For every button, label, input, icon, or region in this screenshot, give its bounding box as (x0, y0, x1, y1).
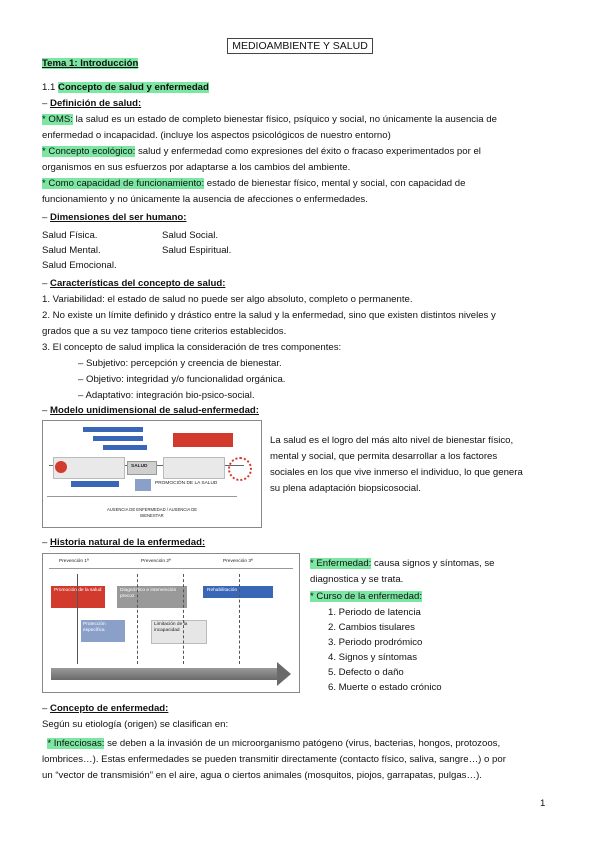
timeline-arrow (51, 668, 277, 680)
car-sub-item: – Objetivo: integridad y/o funcionalidad orgánica. (78, 374, 286, 385)
curso-item: 3. Periodo prodrómico (328, 637, 423, 648)
curso-item: 2. Cambios tisulares (328, 622, 415, 633)
modelo-diagram (42, 420, 262, 528)
curso-item: 1. Periodo de latencia (328, 607, 421, 618)
promo-label: Promoción de la salud (54, 588, 102, 593)
diag-label: Diagnóstico e intervención precoz (120, 588, 177, 599)
diagram-axis (47, 496, 237, 497)
concepto-intro: Según su etiología (origen) se clasifican en: (42, 719, 229, 730)
infecciosas-line-3: un “vector de transmisión” en el aire, agua o ciertos animales (mosquitos, piojos, garrapatas, pulgas…). (42, 770, 482, 781)
concepto-enf-heading: – Concepto de enfermedad: (42, 703, 169, 714)
diagram-salud-label: SALUD (131, 464, 148, 469)
eco-line-2: organismos en sus esfuerzos por adaptarse a los cambios del ambiente. (42, 162, 351, 173)
dim-col1-item: Salud Física. (42, 230, 98, 241)
diagram-bar (93, 436, 143, 441)
enfermedad-line-1: * Enfermedad: causa signos y síntomas, se (310, 558, 495, 569)
document-title: MEDIOAMBIENTE Y SALUD (0, 38, 600, 54)
cap-line-1: * Como capacidad de funcionamiento: estado de bienestar físico, mental y social, con capacidad de (42, 178, 466, 189)
oms-line-1: * OMS: la salud es un estado de completo bienestar físico, psíquico y social, no únicamente la ausencia de (42, 114, 497, 125)
eco-line-1: * Concepto ecológico: salud y enfermedad como expresiones del éxito o fracaso experimentados por el (42, 146, 481, 157)
modelo-text-line: mental y social, que permita desarrollar a los factores (270, 451, 498, 462)
historia-diagram (42, 553, 300, 693)
diagram-bar (71, 481, 119, 487)
topic-heading: Tema 1: Introducción (42, 58, 139, 69)
car-item-1: 1. Variabilidad: el estado de salud no puede ser algo absoluto, completo o permanente. (42, 294, 413, 305)
modelo-heading: – Modelo unidimensional de salud-enfermedad: (42, 405, 259, 416)
infecciosas-line-2: lombrices…). Estas enfermedades se pueden transmitir directamente (contacto físico, saliva, sangre…) o por (42, 754, 506, 765)
diagram-arrow (137, 574, 138, 664)
diagram-promocion-label: PROMOCIÓN DE LA SALUD (155, 481, 218, 486)
diagram-dot (228, 457, 252, 481)
caracteristicas-heading: – Características del concepto de salud: (42, 278, 226, 289)
diagram-line (49, 568, 293, 569)
diagram-box (135, 479, 151, 491)
diagram-bar (173, 433, 233, 447)
curso-heading: * Curso de la enfermedad: (310, 591, 422, 602)
modelo-text-line: su plena adaptación biopsicosocial. (270, 483, 421, 494)
prev1-label: Prevención 1ª (59, 559, 89, 564)
diagram-arrow (77, 574, 78, 664)
car-sub-item: – Subjetivo: percepción y creencia de bienestar. (78, 358, 282, 369)
prev2-label: Prevención 2ª (141, 559, 171, 564)
dimensiones-heading: – Dimensiones del ser humano: (42, 212, 187, 223)
historia-heading: – Historia natural de la enfermedad: (42, 537, 206, 548)
diagram-arrow (239, 574, 240, 664)
protec-label: Protección específica (83, 622, 106, 633)
diagram-bar (103, 445, 147, 450)
diagram-bar (83, 427, 143, 432)
rehab-label: Rehabilitación (207, 588, 238, 593)
curso-item: 5. Defecto o daño (328, 667, 404, 678)
car-item-3: 3. El concepto de salud implica la consideración de tres componentes: (42, 342, 342, 353)
car-item-2-cont: grados que a su vez tampoco tiene criterios establecidos. (42, 326, 287, 337)
modelo-text-line: sociales en los que vive inmerso el individuo, lo que genera (270, 467, 523, 478)
curso-item: 6. Muerte o estado crónico (328, 682, 442, 693)
car-item-2: 2. No existe un límite definido y drástico entre la salud y la enfermedad, sino que existen distintos niveles y (42, 310, 496, 321)
diagram-bottom-label: AUSENCIA DE ENFERMEDAD / AUSENCIA DE BIENESTAR (106, 507, 198, 518)
timeline-arrowhead (277, 662, 291, 686)
dim-col2-item: Salud Social. (162, 230, 218, 241)
prev3-label: Prevención 3ª (223, 559, 253, 564)
dim-col1-item: Salud Mental. (42, 245, 101, 256)
cap-line-2: funcionamiento y no únicamente la ausencia de afecciones o enfermedades. (42, 194, 368, 205)
enfermedad-line-2: diagnostica y se trata. (310, 574, 404, 585)
subtopic-heading: 1.1 Concepto de salud y enfermedad (42, 82, 209, 93)
oms-line-2: enfermedad o incapacidad. (incluye los aspectos psicológicos de nuestro entorno) (42, 130, 391, 141)
diagram-dot (55, 461, 67, 473)
dim-col1-item: Salud Emocional. (42, 260, 117, 271)
limit-label: Limitación de la incapacidad (154, 622, 188, 633)
car-sub-item: – Adaptativo: integración bio-psico-social. (78, 390, 255, 401)
dim-col2-item: Salud Espiritual. (162, 245, 232, 256)
modelo-text-line: La salud es el logro del más alto nivel de bienestar físico, (270, 435, 514, 446)
page-number: 1 (540, 798, 546, 809)
infecciosas-line-1: * Infecciosas: se deben a la invasión de un microorganismo patógeno (virus, bacterias, hongos, protozoos, (47, 738, 501, 749)
def-salud-heading: – Definición de salud: (42, 98, 142, 109)
diagram-arrow (183, 574, 184, 664)
diagram-box (163, 457, 225, 479)
curso-item: 4. Signos y síntomas (328, 652, 418, 663)
